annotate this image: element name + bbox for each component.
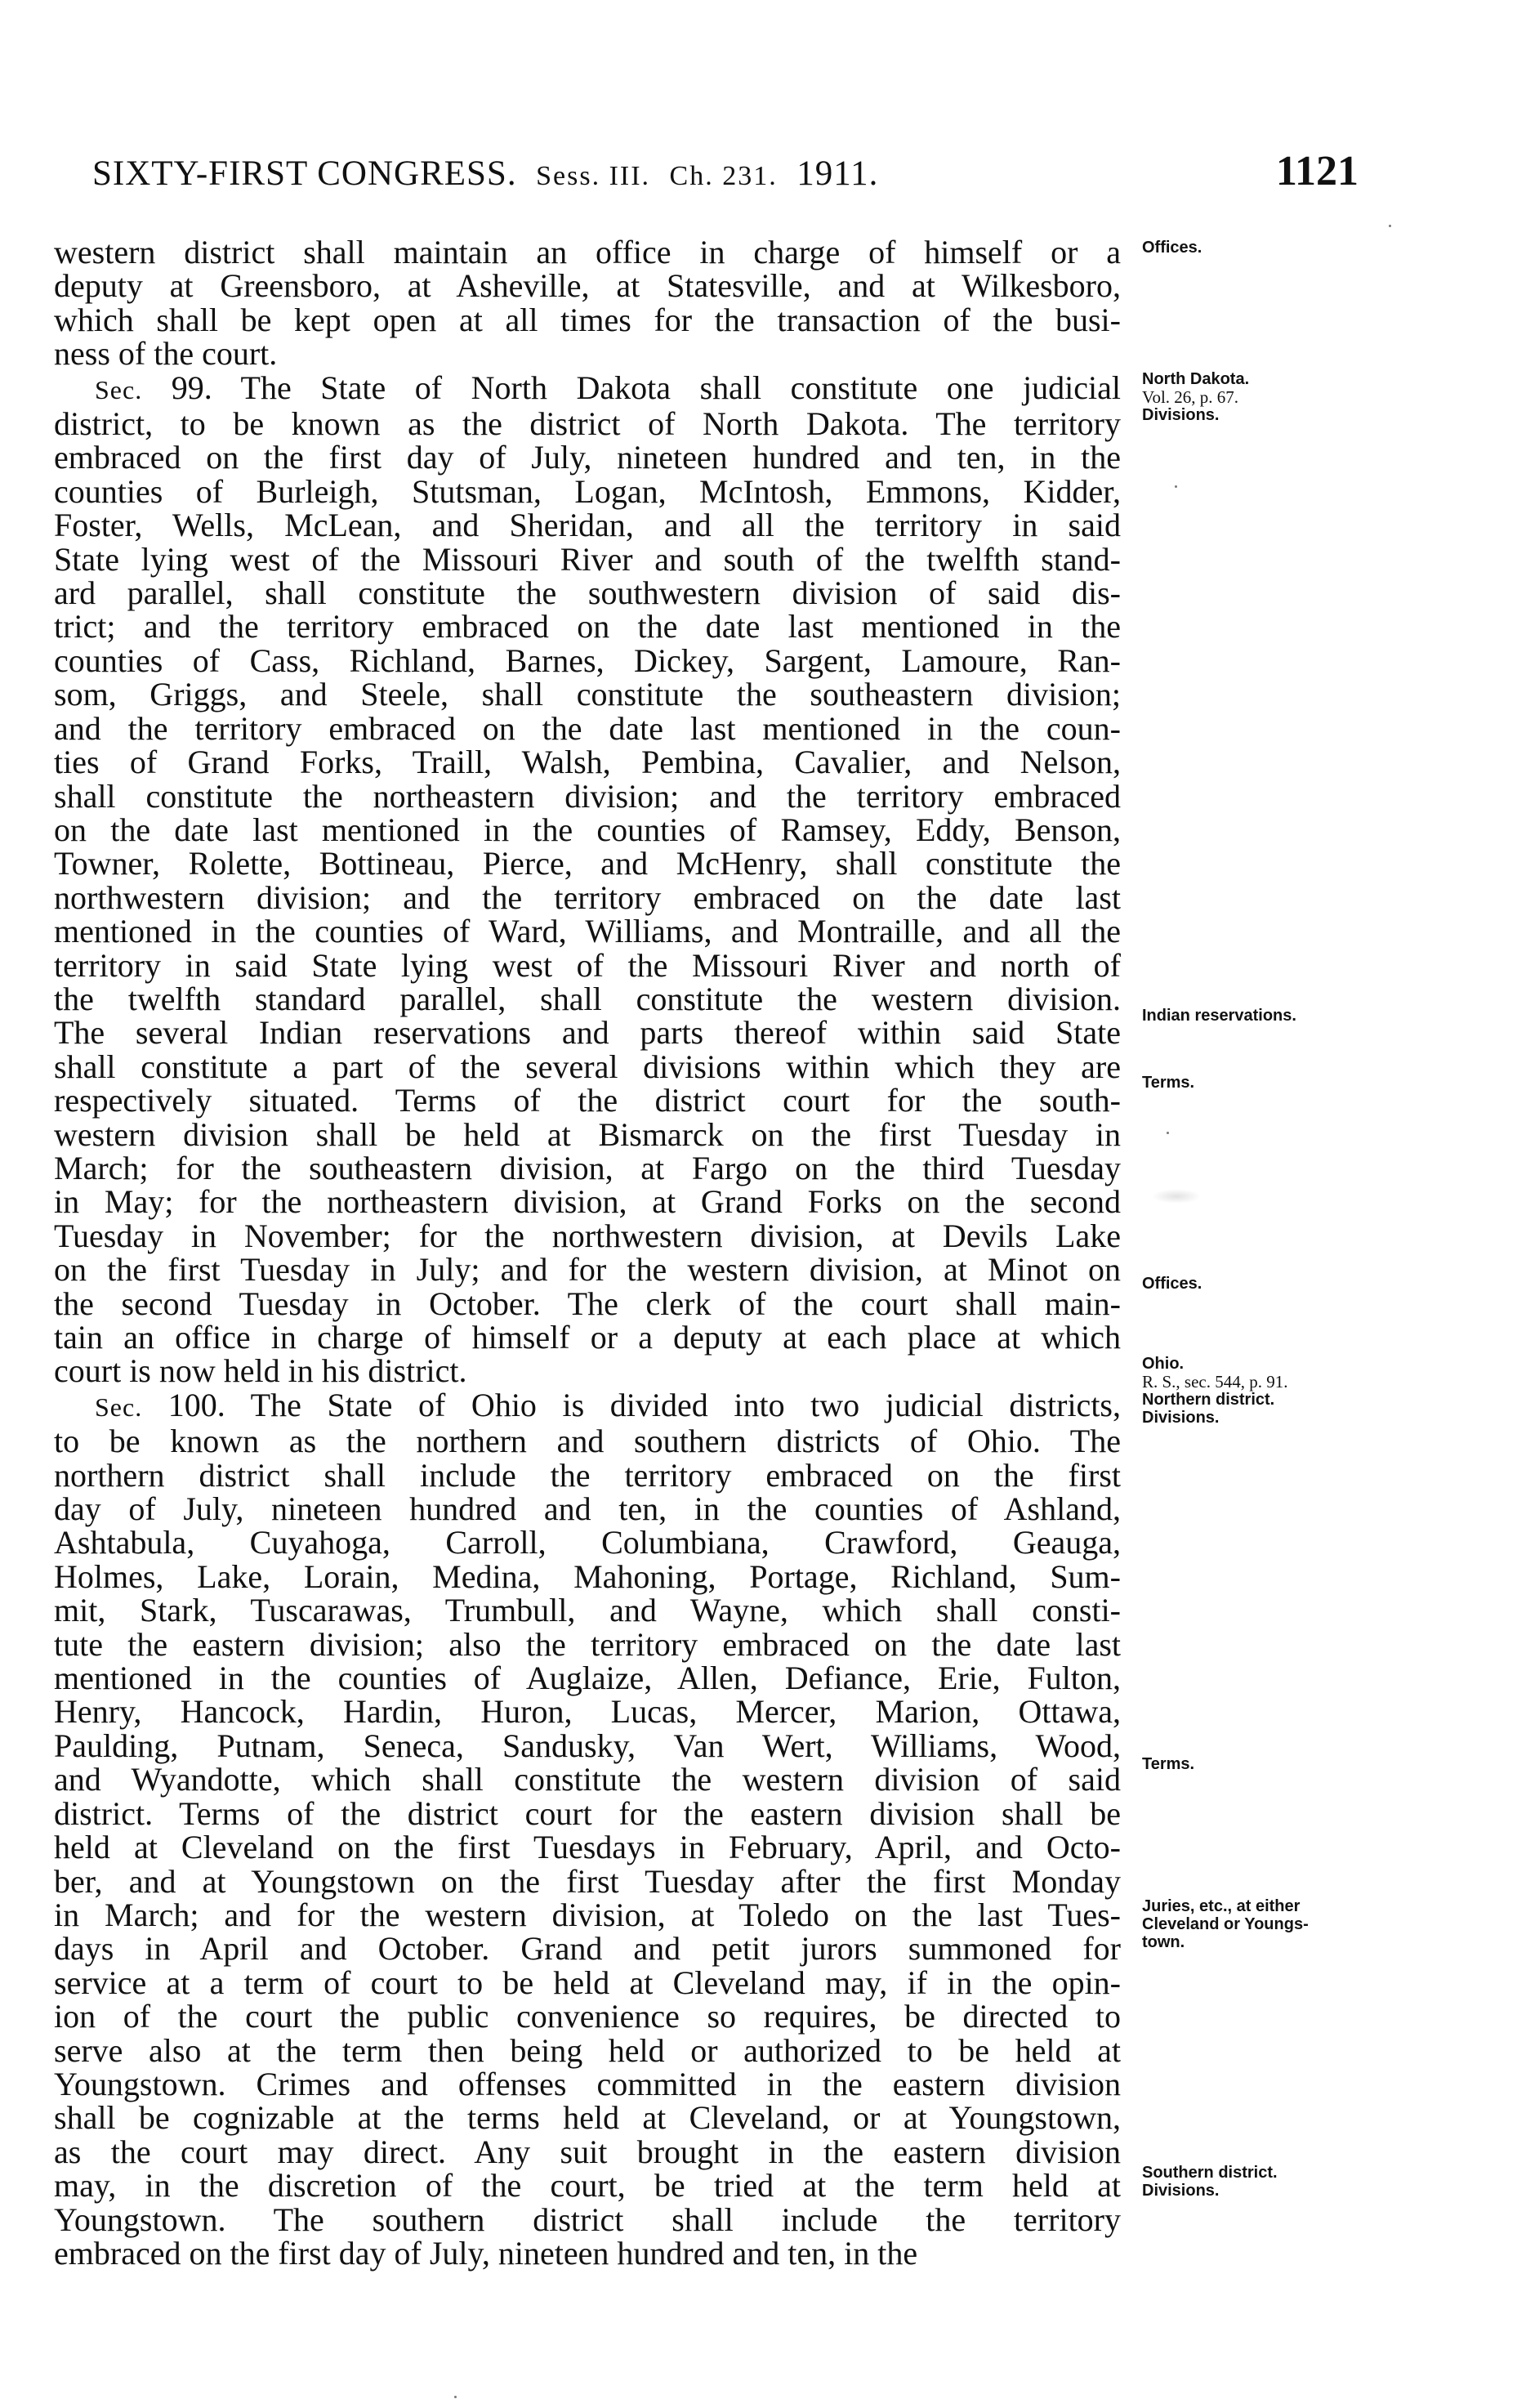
text-line — [54, 508, 1121, 542]
text-line — [54, 1284, 1121, 1322]
statute-body — [54, 235, 1121, 2270]
text-line — [54, 303, 1121, 337]
line-text: March; for the southeastern division, at Fargo on the third Tuesday — [54, 1149, 1121, 1186]
line-text: Youngstown. Crimes and offenses committed in the eastern division — [54, 2065, 1121, 2102]
text-line — [54, 2135, 1121, 2169]
text-line — [54, 440, 1121, 474]
text-line — [54, 576, 1121, 610]
line-text: Towner, Rolette, Bottineau, Pierce, and McHenry, shall constitute the — [54, 845, 1121, 882]
line-text: State lying west of the Missouri River and south of the twelfth stand- — [54, 540, 1121, 578]
line-text: ion of the court the public convenience so requires, be directed to — [54, 1998, 1121, 2035]
text-line — [54, 2031, 1121, 2069]
text-line — [54, 1219, 1121, 1253]
margin-line: Offices. — [1142, 1275, 1202, 1293]
line-text: ness of the court. — [54, 335, 278, 373]
text-line — [54, 540, 1121, 578]
text-line — [54, 1661, 1121, 1695]
line-text: district, to be known as the district of North Dakota. The territory — [54, 405, 1121, 443]
text-line — [54, 1014, 1121, 1052]
margin-line: North Dakota. — [1142, 370, 1250, 388]
line-text: day of July, nineteen hundred and ten, in the counties of Ashland, — [54, 1490, 1121, 1528]
line-text: service at a term of court to be held at Cleveland may, if in the opin- — [54, 1963, 1121, 2001]
header-title — [92, 154, 878, 194]
margin-note-indian-reservations — [1142, 1007, 1412, 1025]
line-text: shall constitute a part of the several divisions within which they are — [54, 1048, 1121, 1085]
line-text: respectively situated. Terms of the district court for the south- — [54, 1082, 1121, 1119]
line-text: on the first Tuesday in July; and for the western division, at Minot on — [54, 1251, 1121, 1289]
margin-line: Juries, etc., at either — [1142, 1897, 1301, 1915]
text-line — [54, 914, 1121, 948]
text-line — [54, 267, 1121, 305]
line-text: counties of Burleigh, Stutsman, Logan, McIntosh, Emmons, Kidder, — [54, 472, 1121, 510]
text-line — [54, 878, 1121, 916]
line-text: Ashtabula, Cuyahoga, Carroll, Columbiana, Crawford, Geauga, — [54, 1524, 1121, 1561]
print-speck — [1167, 1132, 1169, 1134]
text-line — [54, 608, 1121, 646]
running-header — [92, 148, 1359, 211]
line-text: som, Griggs, and Steele, shall constitute the southeastern division; — [54, 676, 1121, 713]
line-text: ber, and at Youngstown on the first Tuesday after the first Monday — [54, 1862, 1121, 1900]
text-line — [54, 1762, 1121, 1796]
text-line — [54, 2167, 1121, 2205]
margin-note-offices-2 — [1142, 1275, 1412, 1293]
margin-line: Cleveland or Youngs- — [1142, 1915, 1309, 1933]
text-line — [54, 1729, 1121, 1762]
text-line — [54, 1693, 1121, 1731]
line-text: which shall be kept open at all times for the transaction of the busi- — [54, 301, 1121, 338]
line-text: to be known as the northern and southern districts of Ohio. The — [54, 1423, 1121, 1460]
line-text: tute the eastern division; also the territory embraced on the date last — [54, 1625, 1121, 1663]
line-text: court is now held in his district. — [54, 1352, 467, 1390]
print-speck — [454, 2396, 457, 2398]
margin-note-terms-2 — [1142, 1755, 1412, 1773]
text-line — [54, 982, 1121, 1016]
line-text: tain an office in charge of himself or a deputy at each place at which — [54, 1319, 1121, 1356]
line-text: ard parallel, shall constitute the southwestern division of said dis- — [54, 574, 1121, 612]
line-text: as the court may direct. Any suit brought in the eastern division — [54, 2133, 1121, 2170]
text-line — [54, 1151, 1121, 1185]
text-line — [54, 2236, 1121, 2270]
text-line — [54, 677, 1121, 711]
text-line — [54, 1050, 1121, 1083]
margin-line: Terms. — [1142, 1755, 1195, 1773]
header-session: Sess. III. — [536, 161, 651, 191]
text-line — [54, 2099, 1121, 2137]
line-text: the twelfth standard parallel, shall constitute the western division. — [54, 980, 1121, 1017]
margin-line: Indian reservations. — [1142, 1007, 1296, 1025]
margin-note-north-dakota — [1142, 370, 1412, 424]
margin-line: Divisions. — [1142, 2182, 1220, 2200]
margin-line: Terms. — [1142, 1074, 1195, 1092]
text-line — [54, 1183, 1121, 1221]
text-line — [54, 405, 1121, 443]
text-line — [54, 2200, 1121, 2238]
line-text: Foster, Wells, McLean, and Sheridan, and all the territory in said — [54, 507, 1121, 544]
header-year: 1911. — [796, 154, 879, 193]
margin-line: Vol. 26, p. 67. — [1142, 387, 1239, 407]
line-text: Holmes, Lake, Lorain, Medina, Mahoning, Portage, Richland, Sum- — [54, 1557, 1121, 1595]
margin-note-ohio — [1142, 1355, 1412, 1427]
print-smudge — [1152, 1189, 1201, 1204]
margin-note-offices-1 — [1142, 239, 1412, 257]
line-text: counties of Cass, Richland, Barnes, Dickey, Sargent, Lamoure, Ran- — [54, 641, 1121, 679]
margin-line: Divisions. — [1142, 406, 1220, 424]
margin-line: Ohio. — [1142, 1355, 1185, 1373]
line-text: territory in said State lying west of the Missouri River and north of — [54, 946, 1121, 984]
margin-note-juries — [1142, 1897, 1412, 1951]
line-text: may, in the discretion of the court, be tried at the term held at — [54, 2167, 1121, 2205]
line-text: embraced on the first day of July, nineteen hundred and ten, in the — [54, 2234, 918, 2272]
line-text: mentioned in the counties of Auglaize, Allen, Defiance, Erie, Fulton, — [54, 1660, 1121, 1697]
margin-line: town. — [1142, 1933, 1185, 1951]
margin-line: R. S., sec. 544, p. 91. — [1142, 1372, 1288, 1392]
line-text: Tuesday in November; for the northwestern division, at Devils Lake — [54, 1217, 1121, 1254]
text-line — [54, 2067, 1121, 2101]
line-text: serve also at the term then being held or authorized to be held at — [54, 2031, 1121, 2069]
text-line — [54, 1593, 1121, 1627]
text-line — [54, 1794, 1121, 1832]
header-congress: SIXTY-FIRST CONGRESS. — [92, 154, 517, 193]
line-text: shall constitute the northeastern division; and the territory embraced — [54, 777, 1121, 815]
text-line — [54, 1352, 1121, 1390]
margin-line: Divisions. — [1142, 1409, 1220, 1427]
line-text: ties of Grand Forks, Traill, Walsh, Pembina, Cavalier, and Nelson, — [54, 744, 1121, 781]
text-line — [54, 745, 1121, 779]
line-text: Henry, Hancock, Hardin, Huron, Lucas, Mercer, Marion, Ottawa, — [54, 1693, 1121, 1731]
line-text: western district shall maintain an office in charge of himself or a — [54, 234, 1121, 270]
line-text: Youngstown. The southern district shall include the territory — [54, 2200, 1121, 2238]
line-text: northwestern division; and the territory embraced on the date last — [54, 878, 1121, 916]
line-text: on the date last mentioned in the counties of Ramsey, Eddy, Benson, — [54, 811, 1121, 848]
margin-note-southern-district — [1142, 2164, 1412, 2200]
text-line — [54, 335, 1121, 373]
margin-line: Southern district. — [1142, 2164, 1278, 2182]
header-chapter: Ch. 231. — [669, 161, 778, 191]
text-line — [54, 946, 1121, 984]
line-text: held at Cleveland on the first Tuesdays in February, April, and Octo- — [54, 1829, 1121, 1866]
line-text: western division shall be held at Bismarck on the first Tuesday in — [54, 1115, 1121, 1153]
line-text: The several Indian reservations and parts thereof within said State — [54, 1014, 1121, 1052]
text-line — [54, 1830, 1121, 1864]
text-line — [54, 1456, 1121, 1494]
text-line — [54, 641, 1121, 679]
text-line — [54, 1388, 1121, 1424]
text-line — [54, 813, 1121, 847]
line-text: Paulding, Putnam, Seneca, Sandusky, Van Wert, Williams, Wood, — [54, 1727, 1121, 1764]
section-label: Sec. — [95, 1392, 143, 1422]
line-text: northern district shall include the territory embraced on the first — [54, 1456, 1121, 1494]
text-line — [54, 1526, 1121, 1559]
line-text: in March; and for the western division, at Toledo on the last Tues- — [54, 1896, 1121, 1933]
margin-note-terms-1 — [1142, 1074, 1412, 1092]
line-text: district. Terms of the district court for the eastern division shall be — [54, 1794, 1121, 1832]
margin-line: Northern district. — [1142, 1391, 1275, 1409]
line-text: and the territory embraced on the date last mentioned in the coun- — [54, 709, 1121, 747]
text-line — [54, 1930, 1121, 1968]
text-line — [54, 472, 1121, 510]
text-line — [54, 1862, 1121, 1900]
text-line — [54, 1320, 1121, 1354]
text-line — [54, 1999, 1121, 2033]
print-speck — [1175, 485, 1177, 488]
section-label: Sec. — [95, 374, 143, 404]
line-text: days in April and October. Grand and petit jurors summoned for — [54, 1930, 1121, 1968]
line-text: 100. The State of Ohio is divided into two judicial districts, — [142, 1386, 1121, 1423]
line-text: and Wyandotte, which shall constitute the western division of said — [54, 1761, 1121, 1798]
line-text: shall be cognizable at the terms held at Cleveland, or at Youngstown, — [54, 2099, 1121, 2137]
line-text: embraced on the first day of July, nineteen hundred and ten, in the — [54, 439, 1121, 476]
text-line — [54, 1963, 1121, 2001]
text-line — [54, 1083, 1121, 1117]
text-line — [54, 1625, 1121, 1663]
margin-line: Offices. — [1142, 239, 1202, 257]
line-text: deputy at Greensboro, at Asheville, at Statesville, and at Wilkesboro, — [54, 267, 1121, 305]
text-line — [54, 847, 1121, 880]
text-line — [54, 1424, 1121, 1458]
line-text: 99. The State of North Dakota shall constitute one judicial — [142, 369, 1121, 406]
text-line — [54, 371, 1121, 407]
text-line — [54, 1115, 1121, 1153]
page-number: 1121 — [1275, 148, 1359, 194]
text-line — [54, 1557, 1121, 1595]
text-line — [54, 1251, 1121, 1289]
text-line — [54, 1492, 1121, 1526]
text-line — [54, 709, 1121, 747]
line-text: mentioned in the counties of Ward, Williams, and Montraille, and all the — [54, 913, 1121, 950]
print-speck — [1389, 225, 1391, 227]
line-text: trict; and the territory embraced on the date last mentioned in the — [54, 608, 1121, 646]
text-line — [54, 1898, 1121, 1932]
text-line — [54, 777, 1121, 815]
line-text: the second Tuesday in October. The clerk of the court shall main- — [54, 1284, 1121, 1322]
line-text: mit, Stark, Tuscarawas, Trumbull, and Wayne, which shall consti- — [54, 1592, 1121, 1629]
line-text: in May; for the northeastern division, at Grand Forks on the second — [54, 1183, 1121, 1221]
text-line — [54, 235, 1121, 269]
